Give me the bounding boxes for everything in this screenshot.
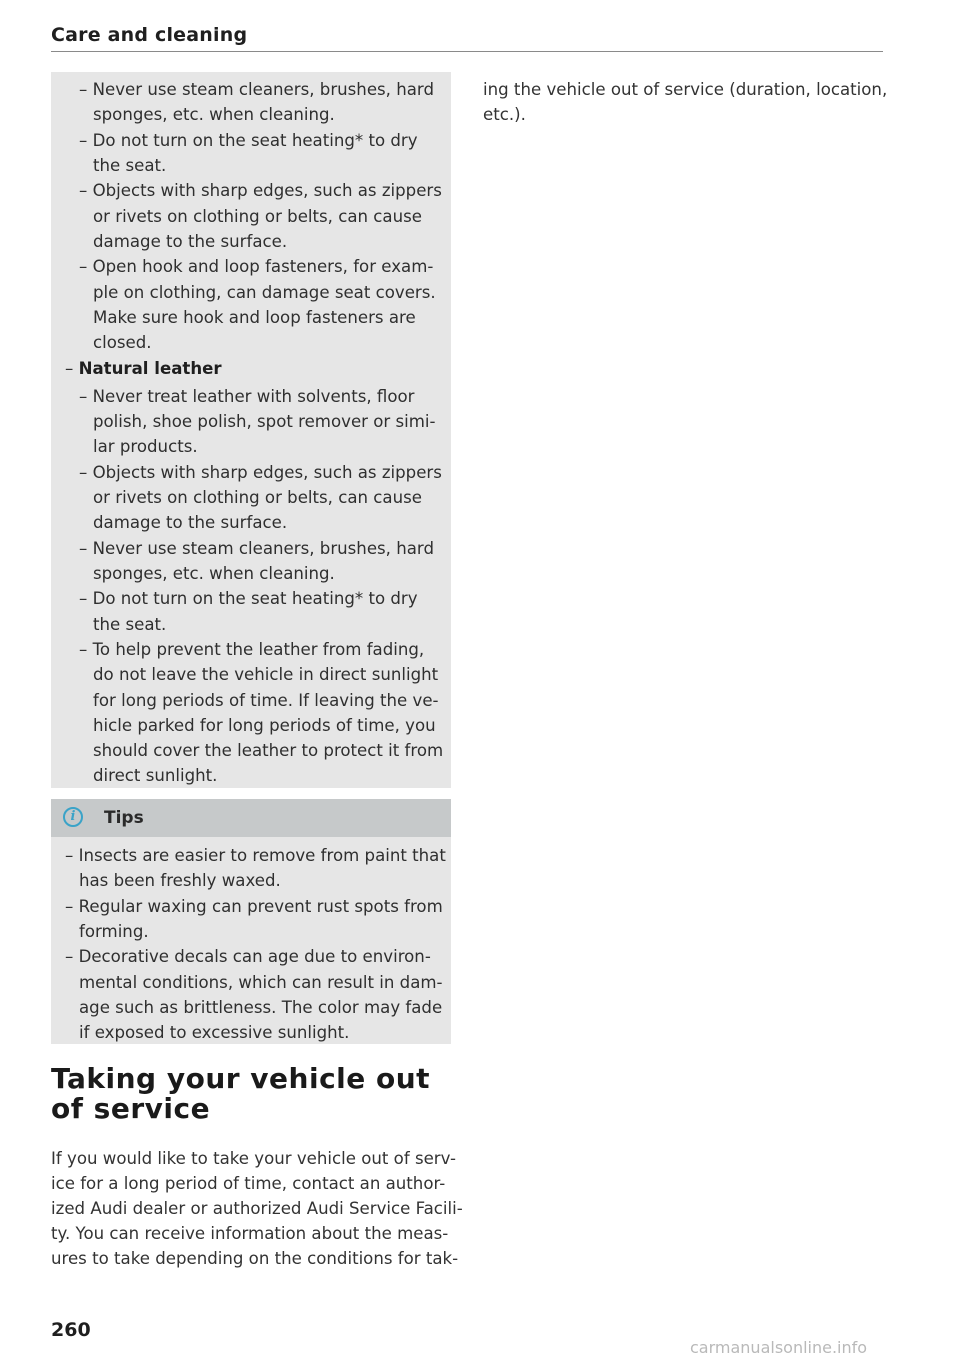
text-line: – Objects with sharp edges, such as zippers — [79, 463, 442, 482]
text-line: – Open hook and loop fasteners, for exam- — [79, 257, 434, 276]
tip-line: – Insects are easier to remove from paint that — [65, 846, 446, 865]
text-line: sponges, etc. when cleaning. — [93, 105, 335, 124]
text-line: polish, shoe polish, spot remover or simi- — [93, 412, 436, 431]
text-line: for long periods of time. If leaving the ve- — [93, 691, 439, 710]
leather-dash: – — [65, 359, 74, 378]
info-circle-icon: i — [63, 807, 83, 827]
subheading-leather — [65, 356, 222, 381]
tips-label: Tips — [104, 808, 144, 828]
leather-heading: Natural leather — [78, 359, 222, 378]
tip-line: – Regular waxing can prevent rust spots from — [65, 897, 443, 916]
text-line: or rivets on clothing or belts, can cause — [93, 488, 422, 507]
page-number: 260 — [51, 1319, 91, 1341]
tip-line: mental conditions, which can result in dam- — [79, 973, 443, 992]
text-line: – To help prevent the leather from fading, — [79, 640, 425, 659]
text-line: the seat. — [93, 615, 167, 634]
text-line: or rivets on clothing or belts, can cause — [93, 207, 422, 226]
body-line: ures to take depending on the conditions for tak- — [51, 1249, 459, 1268]
text-line: closed. — [93, 333, 152, 352]
text-line: – Never use steam cleaners, brushes, hard — [79, 539, 434, 558]
text-line: should cover the leather to protect it from — [93, 741, 444, 760]
text-line: damage to the surface. — [93, 232, 288, 251]
section-title-line: of service — [51, 1092, 211, 1125]
text-line: – Never treat leather with solvents, floor — [79, 387, 415, 406]
text-line: – Do not turn on the seat heating* to dry — [79, 589, 418, 608]
text-line: sponges, etc. when cleaning. — [93, 564, 335, 583]
body-line: ing the vehicle out of service (duration, location, — [483, 80, 888, 99]
tip-line: forming. — [79, 922, 149, 941]
text-line: direct sunlight. — [93, 766, 218, 785]
text-line: – Objects with sharp edges, such as zippers — [79, 181, 442, 200]
body-line: ty. You can receive information about the meas- — [51, 1224, 449, 1243]
body-line: ized Audi dealer or authorized Audi Service Facili- — [51, 1199, 463, 1218]
tip-line: – Decorative decals can age due to environ- — [65, 947, 431, 966]
section-title — [51, 1064, 471, 1124]
text-line: do not leave the vehicle in direct sunlight — [93, 665, 439, 684]
text-line: damage to the surface. — [93, 513, 288, 532]
section-title-line: Taking your vehicle out — [51, 1062, 431, 1095]
header-rule — [51, 51, 883, 52]
body-line: ice for a long period of time, contact an author- — [51, 1174, 446, 1193]
text-line: lar products. — [93, 437, 198, 456]
text-line: the seat. — [93, 156, 167, 175]
text-line: ple on clothing, can damage seat covers. — [93, 283, 436, 302]
running-header: Care and cleaning — [51, 24, 248, 46]
tip-line: if exposed to excessive sunlight. — [79, 1023, 350, 1042]
body-line: etc.). — [483, 105, 526, 124]
tip-line: has been freshly waxed. — [79, 871, 281, 890]
text-line: – Never use steam cleaners, brushes, hard — [79, 80, 434, 99]
body-line: If you would like to take your vehicle out of serv- — [51, 1149, 456, 1168]
text-line: – Do not turn on the seat heating* to dry — [79, 131, 418, 150]
text-line: hicle parked for long periods of time, you — [93, 716, 436, 735]
watermark: carmanualsonline.info — [690, 1338, 868, 1357]
tip-line: age such as brittleness. The color may fade — [79, 998, 443, 1017]
text-line: Make sure hook and loop fasteners are — [93, 308, 416, 327]
